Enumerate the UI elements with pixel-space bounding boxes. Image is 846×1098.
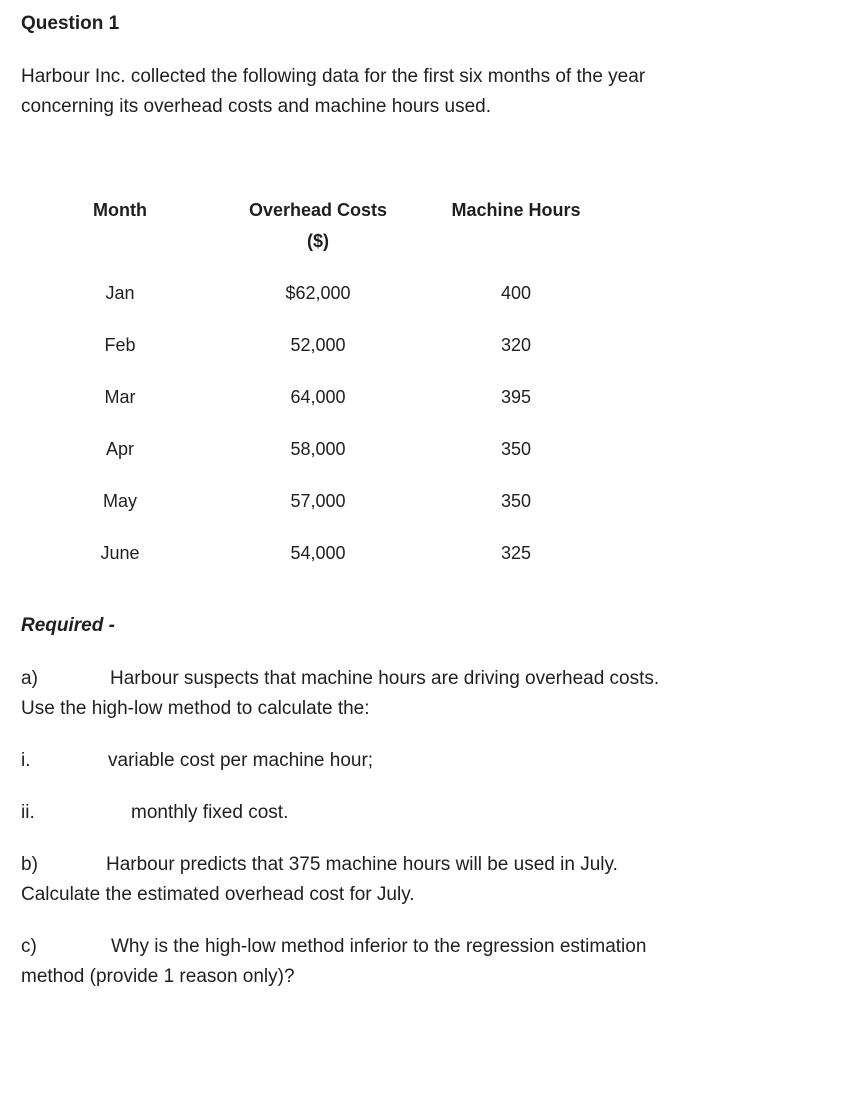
part-a-text: Harbour suspects that machine hours are driving overhead costs. bbox=[110, 668, 660, 689]
part-c-line-2: method (provide 1 reason only)? bbox=[21, 966, 295, 987]
cell-month: Jan bbox=[105, 283, 135, 303]
cell-overhead: 54,000 bbox=[290, 543, 346, 563]
cell-overhead: 58,000 bbox=[290, 439, 346, 459]
cell-hours: 395 bbox=[500, 387, 532, 407]
part-a-ii-label: ii. bbox=[21, 802, 35, 823]
cell-hours: 400 bbox=[500, 283, 532, 303]
part-a-ii-text: monthly fixed cost. bbox=[131, 802, 289, 823]
header-machine-hours: Machine Hours bbox=[451, 200, 581, 220]
cell-month: May bbox=[102, 491, 137, 511]
intro-line-1: Harbour Inc. collected the following data for the first six months of the year bbox=[21, 66, 646, 87]
cell-hours: 350 bbox=[500, 491, 532, 511]
question-title: Question 1 bbox=[21, 13, 120, 34]
cell-overhead: 52,000 bbox=[290, 335, 346, 355]
part-a-line-2: Use the high-low method to calculate the: bbox=[21, 698, 370, 719]
part-b-line-2: Calculate the estimated overhead cost for July. bbox=[21, 884, 415, 905]
part-b-text: Harbour predicts that 375 machine hours will be used in July. bbox=[106, 854, 618, 875]
part-a-i-label: i. bbox=[21, 750, 31, 771]
cell-overhead: 64,000 bbox=[290, 387, 346, 407]
cell-month: Mar bbox=[104, 387, 136, 407]
cell-hours: 350 bbox=[500, 439, 532, 459]
cell-overhead: $62,000 bbox=[285, 283, 351, 303]
part-a-i-text: variable cost per machine hour; bbox=[108, 750, 374, 771]
part-b-label: b) bbox=[21, 854, 38, 875]
cell-month: Apr bbox=[105, 439, 134, 459]
cell-hours: 320 bbox=[500, 335, 532, 355]
cell-month: Feb bbox=[104, 335, 136, 355]
cell-overhead: 57,000 bbox=[290, 491, 346, 511]
part-c-text: Why is the high-low method inferior to the regression estimation bbox=[111, 936, 647, 957]
header-month: Month bbox=[93, 200, 147, 220]
header-overhead: Overhead Costs bbox=[248, 200, 388, 220]
header-overhead-unit: ($) bbox=[307, 231, 329, 251]
intro-line-2: concerning its overhead costs and machine hours used. bbox=[21, 96, 491, 117]
part-c-label: c) bbox=[21, 936, 37, 957]
cell-month: June bbox=[100, 543, 140, 563]
required-heading: Required - bbox=[21, 615, 115, 636]
cell-hours: 325 bbox=[500, 543, 532, 563]
part-a-label: a) bbox=[21, 668, 38, 689]
